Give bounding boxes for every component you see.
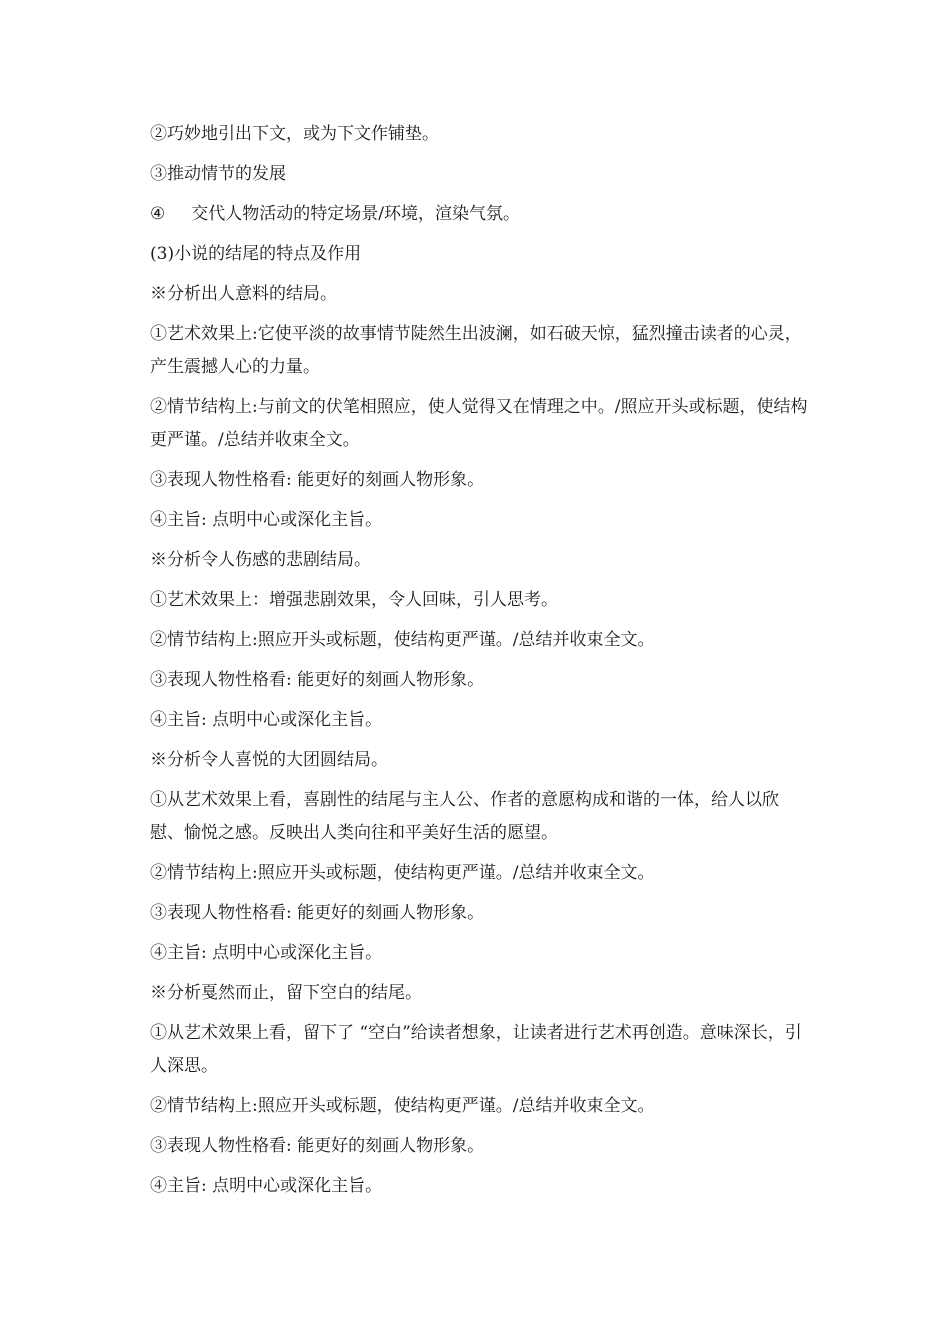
paragraph-7: ②情节结构上:与前文的伏笔相照应，使人觉得又在情理之中。/照应开头或标题，使结构更严谨。/总结并收束全文。	[150, 397, 808, 450]
paragraph-23: ③表现人物性格看: 能更好的刻画人物形象。	[150, 1136, 485, 1156]
paragraph-18: ③表现人物性格看: 能更好的刻画人物形象。	[150, 903, 485, 923]
subheading-tragic-ending: ※分析令人伤感的悲剧结局。	[150, 550, 371, 570]
paragraph-11: ①艺术效果上：增强悲剧效果，令人回味，引人思考。	[150, 590, 558, 610]
paragraph-8: ③表现人物性格看: 能更好的刻画人物形象。	[150, 470, 485, 490]
paragraph-12: ②情节结构上:照应开头或标题，使结构更严谨。/总结并收束全文。	[150, 630, 655, 650]
paragraph-24: ④主旨: 点明中心或深化主旨。	[150, 1176, 383, 1196]
paragraph-19: ④主旨: 点明中心或深化主旨。	[150, 943, 383, 963]
paragraph-21: ①从艺术效果上看，留下了 “空白”给读者想象，让读者进行艺术再创造。意味深长，引人深思。	[150, 1023, 802, 1076]
paragraph-3-text: 交代人物活动的特定场景/环境，渲染气氛。	[191, 204, 520, 224]
paragraph-1: ②巧妙地引出下文，或为下文作铺垫。	[150, 124, 439, 144]
document-body	[150, 118, 810, 1210]
paragraph-14: ④主旨: 点明中心或深化主旨。	[150, 710, 383, 730]
paragraph-16: ①从艺术效果上看，喜剧性的结尾与主人公、作者的意愿构成和谐的一体，给人以欣慰、愉悦之感。反映出人类向往和平美好生活的愿望。	[150, 790, 779, 843]
paragraph-22: ②情节结构上:照应开头或标题，使结构更严谨。/总结并收束全文。	[150, 1096, 655, 1116]
item-marker: ④	[150, 204, 166, 224]
subheading-open-ending: ※分析戛然而止，留下空白的结尾。	[150, 983, 422, 1003]
paragraph-17: ②情节结构上:照应开头或标题，使结构更严谨。/总结并收束全文。	[150, 863, 655, 883]
paragraph-3	[150, 198, 810, 231]
paragraph-2: ③推动情节的发展	[150, 164, 286, 184]
paragraph-13: ③表现人物性格看: 能更好的刻画人物形象。	[150, 670, 485, 690]
paragraph-9: ④主旨: 点明中心或深化主旨。	[150, 510, 383, 530]
paragraph-6: ①艺术效果上:它使平淡的故事情节陡然生出波澜，如石破天惊，猛烈撞击读者的心灵，产生震撼人心的力量。	[150, 324, 802, 377]
subheading-unexpected-ending: ※分析出人意料的结局。	[150, 284, 337, 304]
subheading-happy-ending: ※分析令人喜悦的大团圆结局。	[150, 750, 388, 770]
section-heading: (3)小说的结尾的特点及作用	[150, 244, 362, 264]
